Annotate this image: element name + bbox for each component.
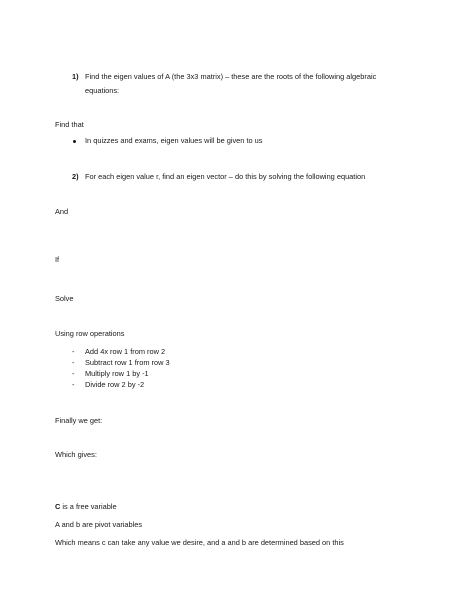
bullet-note: In quizzes and exams, eigen values will be given to us [85,136,263,145]
row-operation-item: Subtract row 1 from row 3 [85,358,170,367]
dash-icon: - [72,358,75,367]
step-1-text-line-2: equations: [85,86,120,95]
step-2-text: For each eigen value r, find an eigen vector – do this by solving the following equation [85,172,366,181]
step-1-number: 1) [72,72,79,81]
solve-label: Solve [55,294,74,303]
free-variable-text: is a free variable [60,502,117,511]
dash-icon: - [72,347,75,356]
step-1-text-line-1: Find the eigen values of A (the 3x3 matrix) – these are the roots of the following algebraic [85,72,377,81]
dash-icon: - [72,369,75,378]
dash-icon: - [72,380,75,389]
step-2-number: 2) [72,172,79,181]
row-operation-item: Add 4x row 1 from row 2 [85,347,166,356]
pivot-variables-statement: A and b are pivot variables [55,520,143,529]
free-variable-statement [55,502,117,512]
bullet-icon [73,140,76,143]
which-gives-label: Which gives: [55,450,97,459]
find-that-label: Find that [55,120,84,129]
row-operations-heading: Using row operations [55,329,125,338]
and-label: And [55,207,69,216]
free-variable-letter: C [55,502,61,511]
if-label: If [55,255,60,264]
finally-label: Finally we get: [55,416,103,425]
row-operation-item: Multiply row 1 by -1 [85,369,149,378]
row-operation-item: Divide row 2 by -2 [85,380,145,389]
which-means-statement: Which means c can take any value we desire, and a and b are determined based on this [55,538,344,547]
